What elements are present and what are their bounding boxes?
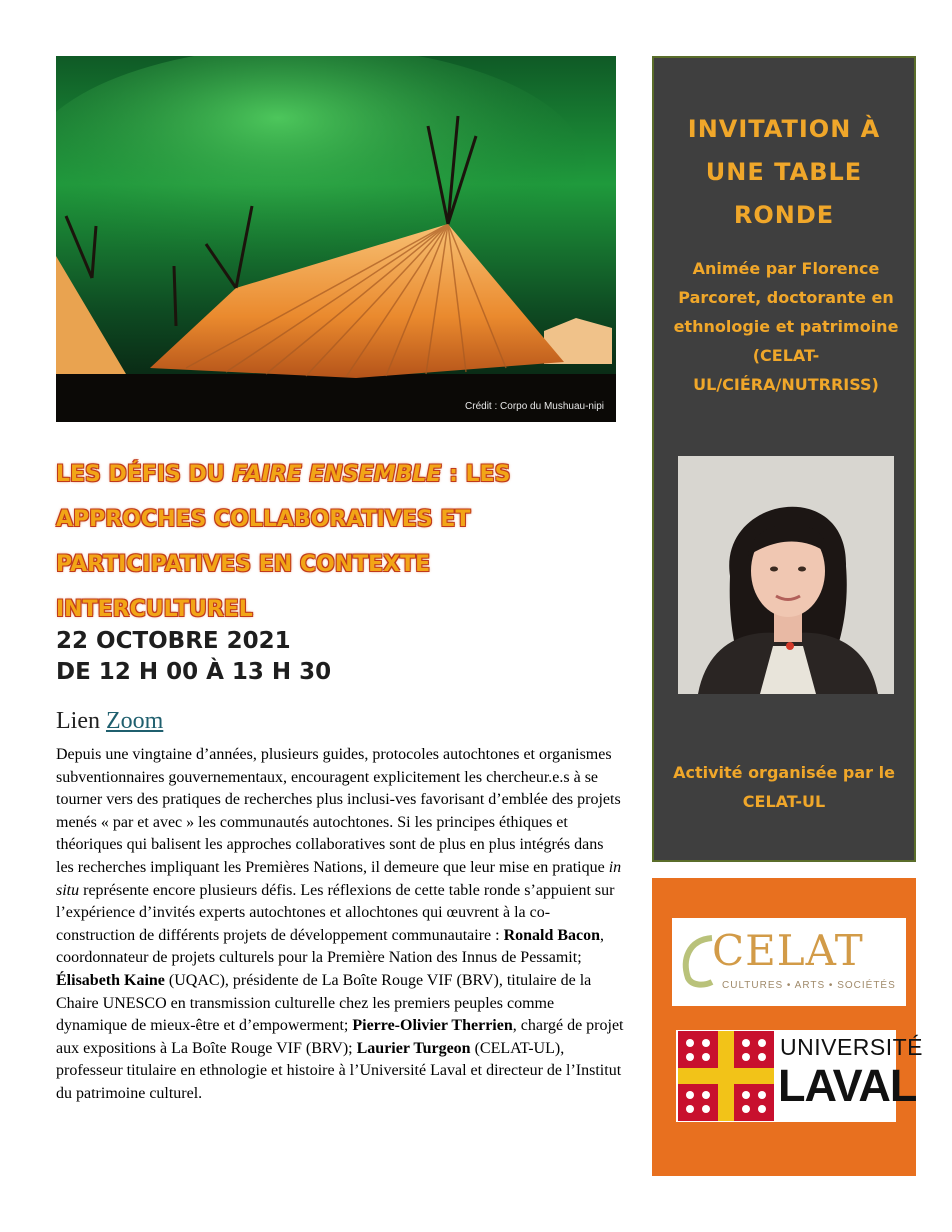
title-emphasis: FAIRE ENSEMBLE — [232, 462, 442, 487]
body-text-6: (CELAT-UL), professeur titulaire en ethnologie et histoire à l’Université Laval et directeur de l’Institut du patrimoine culturel. — [56, 1039, 622, 1102]
laval-crest-icon — [678, 1031, 774, 1121]
event-time: DE 12 H 00 À 13 H 30 — [56, 659, 332, 685]
laval-universite-word: UNIVERSITÉ — [780, 1034, 924, 1060]
speaker-name-3: Pierre-Olivier Therrien — [352, 1017, 513, 1035]
aurora-tent-illustration — [56, 56, 616, 422]
photo-credit: Crédit : Corpo du Mushuau-nipi — [465, 401, 604, 412]
invitation-heading: INVITATION À UNE TABLE RONDE — [687, 115, 881, 229]
body-text-5: , chargé de projet aux expositions à La Boîte Rouge VIF (BRV); — [56, 1017, 624, 1057]
hero-photo — [56, 56, 616, 422]
speaker-name-4: Laurier Turgeon — [356, 1039, 471, 1057]
body-text-3: , coordonnateur de projets culturels pour la Première Nation des Innus de Pessamit; — [56, 926, 605, 967]
body-italic-in-situ: in situ — [56, 858, 622, 899]
logos-panel — [652, 878, 924, 1176]
zoom-link[interactable]: Zoom — [105, 708, 164, 734]
body-text-2: représente encore plusieurs défis. Les réflexions de cette table ronde s’appuient sur l’expérience d’invités experts autochtones et allochtones qui œuvrent à la co-construction de différents projets de développement communautaire : — [56, 881, 615, 944]
moderator-portrait — [678, 456, 894, 694]
event-title — [56, 452, 626, 632]
speaker-name-2: Élisabeth Kaine — [56, 971, 165, 989]
title-part-1: LES DÉFIS DU — [56, 462, 233, 487]
portrait-illustration — [678, 456, 894, 694]
description-paragraph — [56, 744, 624, 1106]
celat-wordmark: CELAT — [712, 926, 864, 975]
laval-word: LAVAL — [778, 1060, 917, 1111]
speaker-name-1: Ronald Bacon — [503, 926, 601, 944]
celat-tagline: CULTURES • ARTS • SOCIÉTÉS — [722, 980, 896, 991]
lien-label: Lien — [56, 708, 100, 734]
zoom-link-line — [56, 708, 163, 735]
organizer-info: Activité organisée par le CELAT-UL — [673, 763, 895, 811]
event-datetime — [56, 626, 626, 688]
event-date: 22 OCTOBRE 2021 — [56, 628, 291, 654]
title-part-2: : LES APPROCHES COLLABORATIVES ET PARTICIPATIVES EN CONTEXTE INTERCULTUREL — [56, 462, 511, 622]
celat-logo — [672, 918, 906, 1006]
moderator-info: Animée par Florence Parcoret, doctorante en ethnologie et patrimoine (CELAT-UL/CIÉRA/NUTRRISS) — [673, 259, 899, 394]
universite-laval-logo — [676, 1030, 924, 1122]
body-text-1: Depuis une vingtaine d’années, plusieurs guides, protocoles autochtones et organismes subventionnaires gouvernementaux, encouragent explicitement les chercheur.e.s à se tourner vers des pratiques de recherches plus inclusi-ves favorisant d’emblée des projets menés « par et avec » les communautés autochtones. Si les principes éthiques et théoriques qui balisent les approches collaboratives sont de plus en plus intégrés dans les recherches impliquant les Premières Nations, il demeure que leur mise en pratique — [56, 746, 621, 876]
body-text-4: (UQAC), présidente de La Boîte Rouge VIF (BRV), titulaire de la Chaire UNESCO en transmission culturelle chez les premiers peuples comme dynamique de mieux-être et d’empowerment; — [56, 971, 592, 1035]
invitation-panel — [652, 56, 916, 862]
